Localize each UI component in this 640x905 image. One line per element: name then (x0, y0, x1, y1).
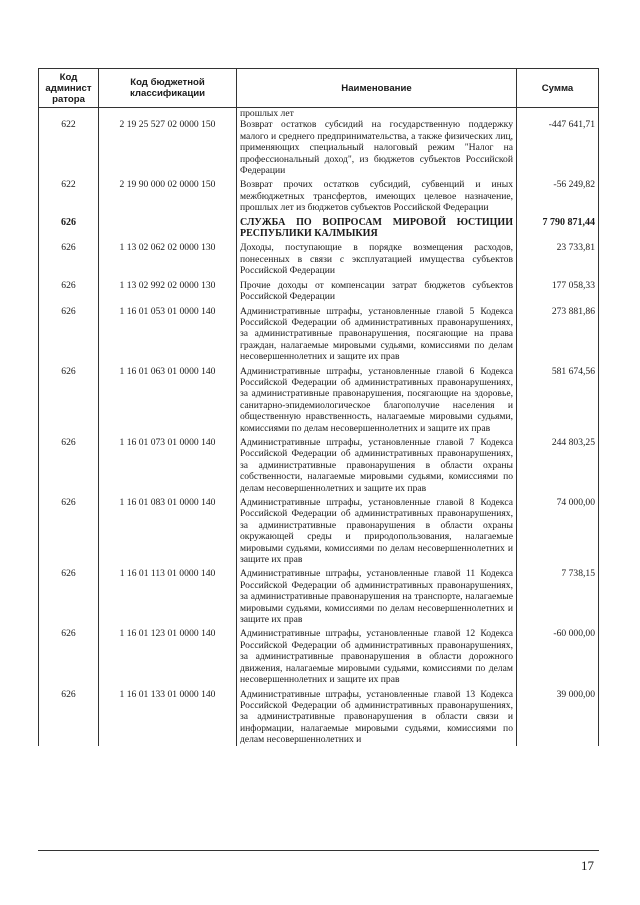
sum-cell: -56 249,82 (517, 179, 599, 213)
admin-code-cell: 626 (39, 217, 99, 240)
sum-cell: 177 058,33 (517, 280, 599, 303)
budget-code-cell (99, 217, 237, 240)
sum-cell: 74 000,00 (517, 497, 599, 565)
table-row (39, 689, 599, 746)
name-cell: Административные штрафы, установленные главой 12 Кодекса Российской Федерации об административных правонарушениях, за административные правонарушения в области дорожного движения, налагаемые мировыми судьями, комиссиями по делам несовершеннолетних и защите их прав (237, 628, 517, 685)
name-cell: Прочие доходы от компенсации затрат бюджетов субъектов Российской Федерации (237, 280, 517, 303)
header-sum: Сумма (517, 69, 599, 108)
header-name: Наименование (237, 69, 517, 108)
sum-cell: 7 738,15 (517, 568, 599, 625)
budget-code-cell: 1 16 01 073 01 0000 140 (99, 437, 237, 494)
sum-cell: 273 881,86 (517, 306, 599, 363)
table-row (39, 437, 599, 494)
name-cell: Административные штрафы, установленные главой 5 Кодекса Российской Федерации об административных правонарушениях, за административные правонарушения, посягающие на права граждан, налагаемые мировыми судьями, комиссиями по делам несовершеннолетних и защите их прав (237, 306, 517, 363)
sum-cell: -447 641,71 (517, 119, 599, 176)
table-bottom-border (38, 850, 599, 851)
sum-cell: 23 733,81 (517, 242, 599, 276)
admin-code-cell: 626 (39, 306, 99, 363)
page-number: 17 (581, 858, 594, 873)
name-cell: СЛУЖБА ПО ВОПРОСАМ МИРОВОЙ ЮСТИЦИИ РЕСПУБЛИКИ КАЛМЫКИЯ (237, 217, 517, 240)
name-cell: Административные штрафы, установленные главой 8 Кодекса Российской Федерации об административных правонарушениях, за административные правонарушения в области охраны окружающей среды и природопользования, налагаемые мировыми судьями, комиссиями по делам несовершеннолетних и защите их прав (237, 497, 517, 565)
table-row (39, 179, 599, 213)
name-cell: прошлых лет (237, 108, 517, 120)
admin-code-cell: 626 (39, 689, 99, 746)
budget-code-cell: 1 16 01 123 01 0000 140 (99, 628, 237, 685)
table-body (39, 108, 599, 746)
name-cell: Возврат остатков субсидий на государственную поддержку малого и среднего предпринимательства, а также физических лиц, применяющих специальный налоговый режим "Налог на профессиональный доход", из бюджетов субъектов Российской Федерации (237, 119, 517, 176)
sum-cell: 39 000,00 (517, 689, 599, 746)
admin-code-cell: 626 (39, 366, 99, 434)
sum-cell: 244 803,25 (517, 437, 599, 494)
name-cell: Административные штрафы, установленные главой 13 Кодекса Российской Федерации об административных правонарушениях, за административные правонарушения в области связи и информации, налагаемые мировыми судьями, комиссиями по делам несовершеннолетних и (237, 689, 517, 746)
admin-code-cell: 626 (39, 568, 99, 625)
table-row (39, 366, 599, 434)
table-row (39, 119, 599, 176)
table-row (39, 568, 599, 625)
budget-code-cell: 1 16 01 083 01 0000 140 (99, 497, 237, 565)
table-row (39, 306, 599, 363)
revenue-table (38, 68, 599, 746)
table-row (39, 497, 599, 565)
sum-cell: -60 000,00 (517, 628, 599, 685)
sum-cell (517, 108, 599, 120)
name-cell: Доходы, поступающие в порядке возмещения расходов, понесенных в связи с эксплуатацией имущества субъектов Российской Федерации (237, 242, 517, 276)
name-cell: Возврат прочих остатков субсидий, субвенций и иных межбюджетных трансфертов, имеющих целевое назначение, прошлых лет из бюджетов субъектов Российской Федерации (237, 179, 517, 213)
admin-code-cell: 626 (39, 242, 99, 276)
budget-code-cell: 1 13 02 062 02 0000 130 (99, 242, 237, 276)
sum-cell: 581 674,56 (517, 366, 599, 434)
admin-code-cell: 626 (39, 280, 99, 303)
budget-code-cell: 1 16 01 133 01 0000 140 (99, 689, 237, 746)
sum-cell: 7 790 871,44 (517, 217, 599, 240)
table-row (39, 628, 599, 685)
table-row (39, 217, 599, 240)
budget-code-cell: 1 16 01 113 01 0000 140 (99, 568, 237, 625)
name-cell: Административные штрафы, установленные главой 7 Кодекса Российской Федерации об административных правонарушениях, за административные правонарушения в области охраны собственности, налагаемые мировыми судьями, комиссиями по делам несовершеннолетних и защите их прав (237, 437, 517, 494)
admin-code-cell: 626 (39, 437, 99, 494)
table-header (39, 69, 599, 108)
header-admin-code: Код админист ратора (39, 69, 99, 108)
admin-code-cell: 622 (39, 179, 99, 213)
admin-code-cell: 626 (39, 628, 99, 685)
budget-code-cell: 1 16 01 053 01 0000 140 (99, 306, 237, 363)
budget-code-cell (99, 108, 237, 120)
budget-code-cell: 2 19 25 527 02 0000 150 (99, 119, 237, 176)
name-cell: Административные штрафы, установленные главой 11 Кодекса Российской Федерации об административных правонарушениях, за административные правонарушения на транспорте, налагаемые мировыми судьями, комиссиями по делам несовершеннолетних и защите их прав (237, 568, 517, 625)
admin-code-cell: 626 (39, 497, 99, 565)
admin-code-cell (39, 108, 99, 120)
budget-code-cell: 1 13 02 992 02 0000 130 (99, 280, 237, 303)
budget-code-cell: 1 16 01 063 01 0000 140 (99, 366, 237, 434)
budget-code-cell: 2 19 90 000 02 0000 150 (99, 179, 237, 213)
admin-code-cell: 622 (39, 119, 99, 176)
name-cell: Административные штрафы, установленные главой 6 Кодекса Российской Федерации об административных правонарушениях, за административные правонарушения, посягающие на здоровье, санитарно-эпидемиологическое благополучие населения и общественную нравственность, налагаемые мировыми судьями, комиссиями по делам несовершеннолетних и защите их прав (237, 366, 517, 434)
header-budget-code: Код бюджетной классификации (99, 69, 237, 108)
table-row (39, 242, 599, 276)
table-row (39, 108, 599, 120)
table-row (39, 280, 599, 303)
